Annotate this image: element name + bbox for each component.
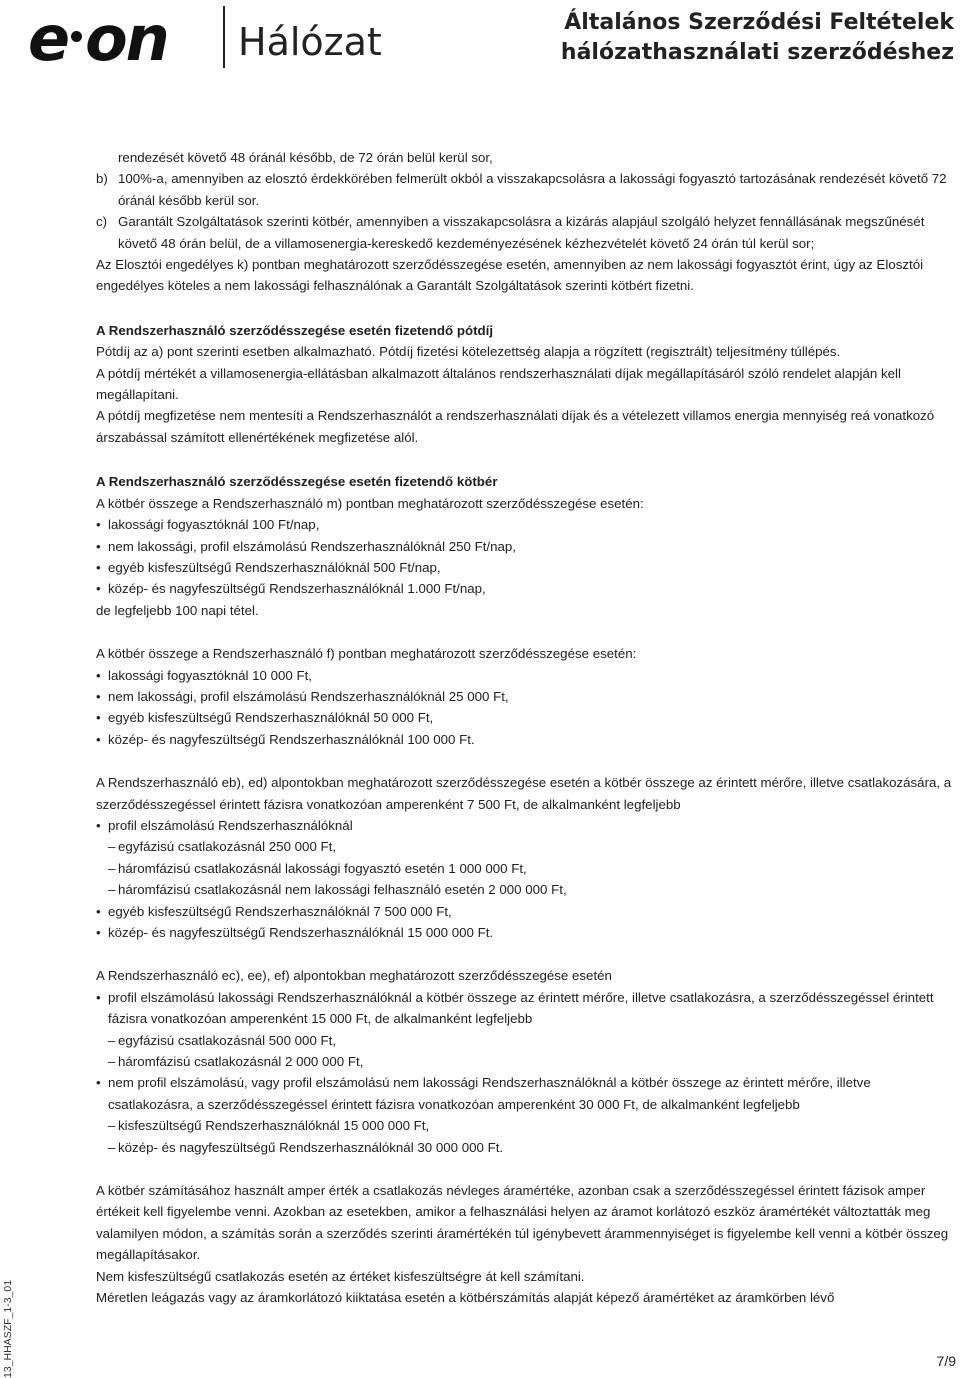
kotber-m-max: de legfeljebb 100 napi tétel.: [96, 602, 259, 618]
document-title-line2: hálózathasználati szerződéshez: [560, 40, 954, 65]
list-item: • egyéb kisfeszültségű Rendszerhasználóknál 500 Ft/nap,: [96, 559, 441, 575]
list-item: • egyéb kisfeszültségű Rendszerhasználóknál 7 500 000 Ft,: [96, 903, 452, 919]
eon-logo: e on: [28, 2, 168, 75]
list-label-b: b): [96, 171, 108, 187]
sub-list-item: – háromfázisú csatlakozásnál 2 000 000 Ft,: [108, 1054, 364, 1070]
paragraph-a-continuation: rendezését követő 48 óránál később, de 72 órán belül kerül sor,: [118, 150, 493, 165]
list-item: • nem lakossági, profil elszámolású Rendszerhasználóknál 250 Ft/nap,: [96, 538, 516, 554]
list-text-b: 100%-a, amennyiben az elosztó érdekkörében felmerült okból a visszakapcsolásra a lakossági fogyasztó tartozásának rendezését követő 72 óránál később kerül sor.: [118, 171, 947, 208]
list-item: • profil elszámolású lakossági Rendszerhasználóknál a kötbér összege az érintett mérőre, illetve csatlakozásra, a szerződésszegéssel érintett fázisra vonatkozóan amperenként 15 000 Ft, de alkalmanként legfeljebb: [96, 989, 934, 1027]
document-title: [561, 8, 954, 68]
final-paragraph-3: Méretlen leágazás vagy az áramkorlátozó kiiktatása esetén a kötbérszámítás alapját képező áramértéket az áramkörben lévő: [96, 1290, 835, 1306]
list-item: • lakossági fogyasztóknál 10 000 Ft,: [96, 667, 313, 683]
document-title-line1: Általános Szerződési Feltételek: [564, 10, 954, 35]
kotber-ec-intro: A Rendszerhasználó ec), ee), ef) alpontokban meghatározott szerződésszegése esetén: [96, 968, 612, 984]
list-text-c: Garantált Szolgáltatások szerinti kötbér, amennyiben a visszakapcsolásra a kizárás alapjául szolgáló helyzet fennállásának megszűnését követő 48 órán belül, de a villamosenergia-kereskedő kezdeményezésének kézhezvételét követő 24 órán túl kerül sor;: [118, 214, 925, 251]
final-paragraph-2: Nem kisfeszültségű csatlakozás esetén az értéket kisfeszültségre át kell számítani.: [96, 1268, 585, 1284]
kotber-f-intro: A kötbér összege a Rendszerhasználó f) pontban meghatározott szerződésszegése esetén:: [96, 646, 637, 662]
sub-list-item: – kisfeszültségű Rendszerhasználóknál 15 000 000 Ft,: [108, 1118, 430, 1134]
list-item-c: [96, 211, 958, 254]
section-title-potdij: A Rendszerhasználó szerződésszegése esetén fizetendő pótdíj: [96, 322, 494, 338]
list-label-c: c): [96, 214, 108, 230]
sub-list-item: – egyfázisú csatlakozásnál 500 000 Ft,: [108, 1032, 337, 1048]
list-item-b: [96, 168, 958, 211]
header-divider: [223, 6, 225, 68]
paragraph-k: Az Elosztói engedélyes k) pontban meghatározott szerződésszegése esetén, amennyiben az nem lakossági fogyasztót érint, úgy az Elosztói engedélyes köteles a nem lakossági felhasználónak a Garantált Szolgáltatások szerinti kötbért fizetni.: [96, 257, 924, 294]
list-item: • egyéb kisfeszültségű Rendszerhasználóknál 50 000 Ft,: [96, 710, 434, 726]
list-item: • közép- és nagyfeszültségű Rendszerhasználóknál 1.000 Ft/nap,: [96, 581, 486, 597]
page-number: 7/9: [936, 1353, 956, 1369]
list-item: • profil elszámolású Rendszerhasználóknál: [96, 817, 353, 833]
list-item: • közép- és nagyfeszültségű Rendszerhasználóknál 100 000 Ft.: [96, 731, 475, 747]
final-paragraph-1: A kötbér számításához használt amper érték a csatlakozás névleges áramértéke, azonban csak a szerződésszegéssel érintett fázisok amper értékeit kell figyelembe venni. Azokban az esetekben, amikor a felhasználási helyen az áramot korlátozó eszköz áramértékét változtatták meg valamilyen módon, a számítás során a szerződés szerinti áramértékén túl igénybevett árammennyiséget is figyelembe kell venni a kötbér összeg megállapításakor.: [96, 1183, 949, 1263]
list-item: • nem profil elszámolású, vagy profil elszámolású nem lakossági Rendszerhasználóknál a kötbér összege az érintett mérőre, illetve csatlakozásra, a szerződésszegéssel érintett fázisra vonatkozóan amperenként 30 000 Ft, de alkalmanként legfeljebb: [96, 1075, 871, 1112]
kotber-ebed-intro: A Rendszerhasználó eb), ed) alpontokban meghatározott szerződésszegése esetén a kötbér összege az érintett mérőre, illetve csatlakozására, a szerződésszegéssel érintett fázisra vonatkozóan amperenként 7 500 Ft, de alkalmanként legfeljebb: [96, 775, 952, 812]
list-item: • nem lakossági, profil elszámolású Rendszerhasználóknál 25 000 Ft,: [96, 688, 509, 704]
list-item: • lakossági fogyasztóknál 100 Ft/nap,: [96, 517, 320, 533]
unit-label: Hálózat: [238, 20, 382, 64]
section-title-kotber: A Rendszerhasználó szerződésszegése esetén fizetendő kötbér: [96, 474, 498, 490]
potdij-paragraph-3: A pótdíj megfizetése nem mentesíti a Rendszerhasználót a rendszerhasználati díjak és a vételezett villamos energia mennyiség reá vonatkozó árszabással számított ellenértékének megfizetése alól.: [96, 408, 935, 445]
sub-list-item: – közép- és nagyfeszültségű Rendszerhasználóknál 30 000 000 Ft.: [108, 1139, 504, 1155]
kotber-m-intro: A kötbér összege a Rendszerhasználó m) pontban meghatározott szerződésszegése esetén:: [96, 495, 644, 511]
document-body: [96, 147, 958, 1309]
list-item: • közép- és nagyfeszültségű Rendszerhasználóknál 15 000 000 Ft.: [96, 925, 494, 940]
potdij-paragraph-2: A pótdíj mértékét a villamosenergia-ellátásban alkalmazott általános rendszerhasználati díjak megállapításáról szóló rendelet alapján kell megállapítani.: [96, 365, 901, 403]
sub-list-item: – háromfázisú csatlakozásnál lakossági fogyasztó esetén 1 000 000 Ft,: [108, 860, 527, 876]
page-header: [0, 0, 960, 95]
document-code: 13_HHASZF_1-3_01: [2, 1279, 14, 1378]
potdij-paragraph-1: Pótdíj az a) pont szerinti esetben alkalmazható. Pótdíj fizetési kötelezettség alapja a rögzített (regisztrált) teljesítmény túllépés.: [96, 344, 841, 360]
sub-list-item: – egyfázisú csatlakozásnál 250 000 Ft,: [108, 839, 337, 855]
sub-list-item: – háromfázisú csatlakozásnál nem lakossági felhasználó esetén 2 000 000 Ft,: [108, 882, 567, 898]
